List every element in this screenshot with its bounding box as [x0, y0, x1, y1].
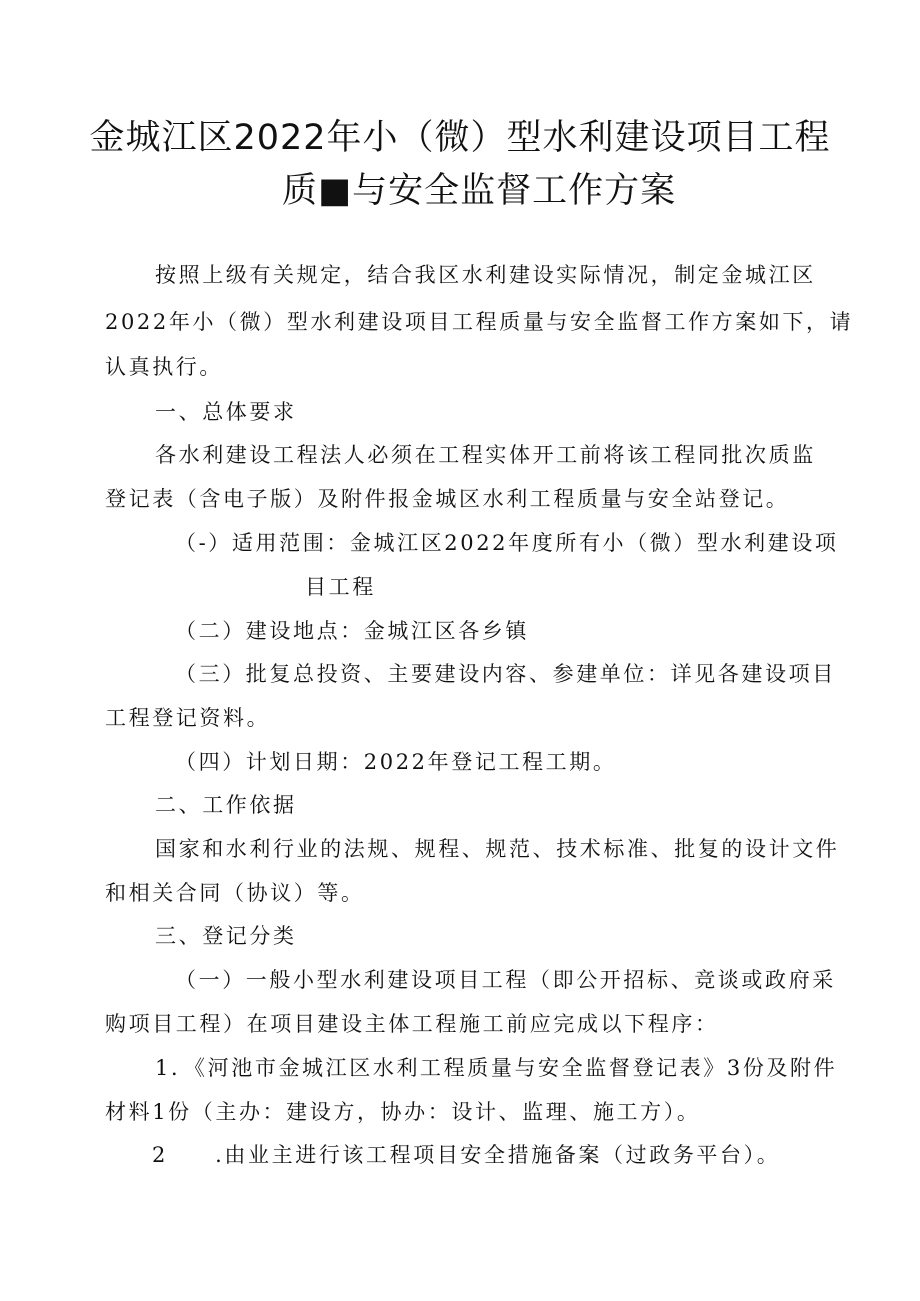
paragraph-line: （一）一般小型水利建设项目工程（即公开招标、竞谈或政府采 [175, 968, 836, 992]
paragraph-line: 2022年小（微）型水利建设项目工程质量与安全监督工作方案如下，请 [105, 310, 854, 334]
document-title-line-1: 金城江区2022年小（微）型水利建设项目工程 [89, 118, 831, 158]
paragraph-line: 工程登记资料。 [105, 706, 271, 730]
paragraph-line: 2 .由业主进行该工程项目安全措施备案（过政务平台）。 [152, 1143, 781, 1167]
document-title-line-2: 质■与安全监督工作方案 [282, 171, 677, 211]
paragraph-line: 按照上级有关规定，结合我区水利建设实际情况，制定金城江区 [155, 263, 816, 287]
paragraph-line: （二）建设地点：金城江区各乡镇 [175, 619, 529, 643]
paragraph-line: 认真执行。 [105, 355, 223, 379]
paragraph-line: （四）计划日期：2022年登记工程工期。 [175, 750, 617, 774]
paragraph-line: 1．《河池市金城江区水利工程质量与安全监督登记表》3份及附件 [155, 1056, 838, 1080]
paragraph-line: （三）批复总投资、主要建设内容、参建单位：详见各建设项目 [175, 662, 836, 686]
section-heading: 三、登记分类 [155, 924, 297, 948]
paragraph-line: 登记表（含电子版）及附件报金城区水利工程质量与安全站登记。 [105, 487, 790, 511]
paragraph-line: （-）适用范围：金城江区2022年度所有小（微）型水利建设项 [175, 531, 839, 555]
section-heading: 一、总体要求 [155, 400, 297, 424]
paragraph-line: 和相关合同（协议）等。 [105, 881, 365, 905]
paragraph-line: 国家和水利行业的法规、规程、规范、技术标准、批复的设计文件 [155, 837, 840, 861]
paragraph-line: 材料1份（主办：建设方，协办：设计、监理、施工方）。 [105, 1100, 701, 1124]
paragraph-line: 目工程 [305, 575, 376, 599]
paragraph-line: 各水利建设工程法人必须在工程实体开工前将该工程同批次质监 [155, 443, 816, 467]
section-heading: 二、工作依据 [155, 793, 297, 817]
paragraph-line: 购项目工程）在项目建设主体工程施工前应完成以下程序： [105, 1012, 719, 1036]
